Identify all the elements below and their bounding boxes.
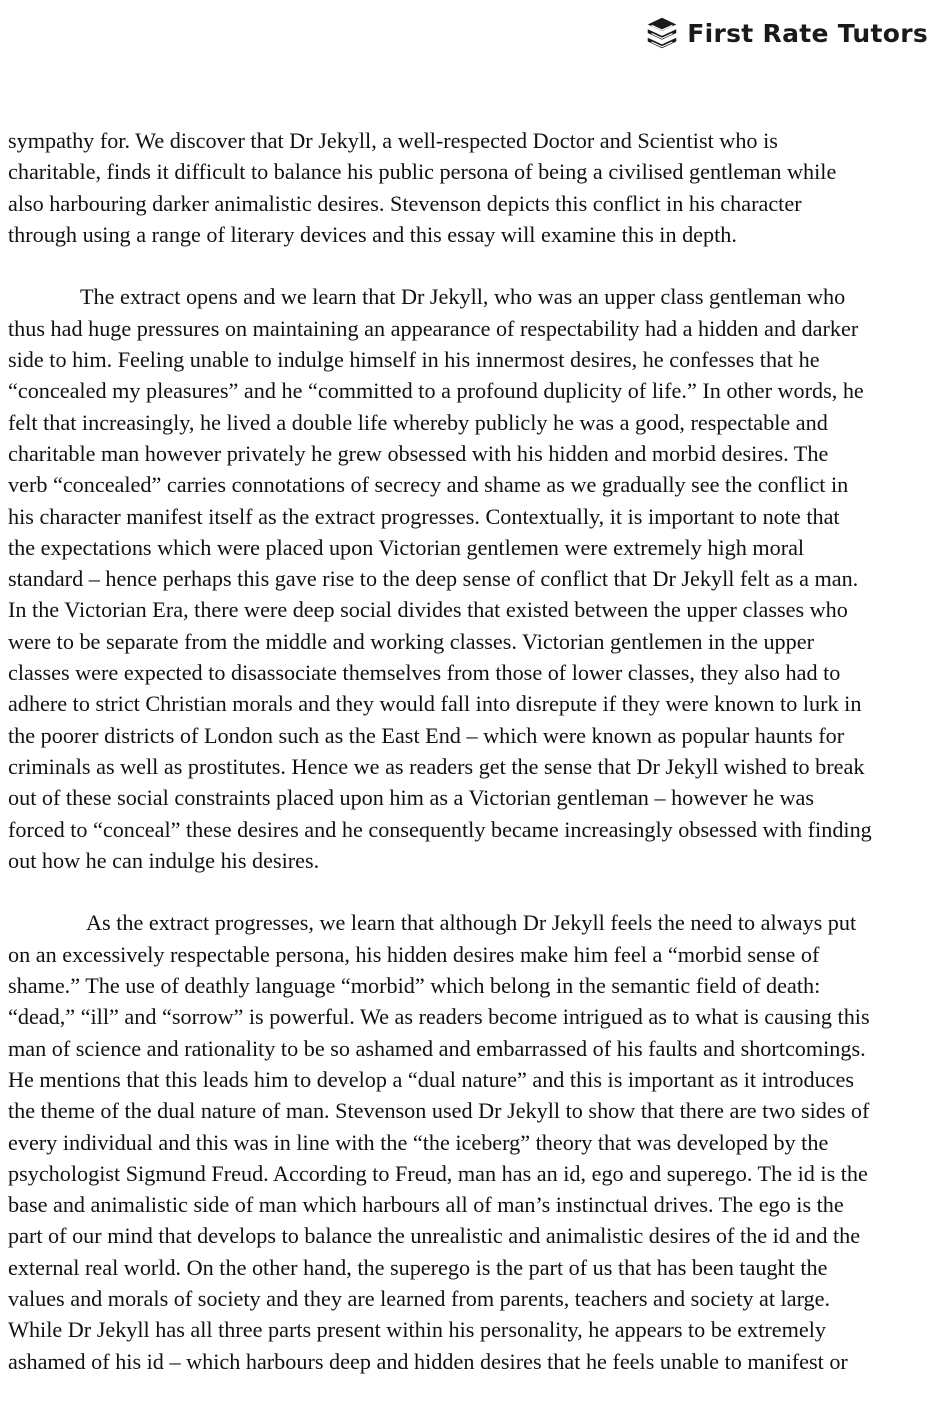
- text-line: the poorer districts of London such as the East End – which were known as popular haunts for: [8, 722, 845, 748]
- text-line: The extract opens and we learn that Dr Jekyll, who was an upper class gentleman who: [80, 284, 846, 310]
- text-line: While Dr Jekyll has all three parts present within his personality, he appears to be extremely: [8, 1317, 827, 1343]
- text-line: man of science and rationality to be so ashamed and embarrassed of his faults and shortcomings.: [8, 1035, 866, 1061]
- text-line: ashamed of his id – which harbours deep and hidden desires that he feels unable to manifest or: [8, 1348, 848, 1374]
- text-line: were to be separate from the middle and working classes. Victorian gentlemen in the upper: [8, 628, 814, 654]
- text-line: charitable, finds it difficult to balance his public persona of being a civilised gentleman while: [8, 159, 837, 185]
- text-line: “concealed my pleasures” and he “committed to a profound duplicity of life.” In other words, he: [8, 378, 864, 404]
- text-line: external real world. On the other hand, the superego is the part of us that has been taught the: [8, 1254, 828, 1280]
- text-line: his character manifest itself as the extract progresses. Contextually, it is important to note that: [8, 503, 840, 529]
- text-line: sympathy for. We discover that Dr Jekyll, a well-respected Doctor and Scientist who is: [8, 128, 778, 153]
- text-line: classes were expected to disassociate themselves from those of lower classes, they also had to: [8, 660, 841, 686]
- text-line: He mentions that this leads him to develop a “dual nature” and this is important as it introduces: [8, 1066, 855, 1092]
- text-line: also harbouring darker animalistic desires. Stevenson depicts this conflict in his character: [8, 190, 802, 216]
- books-stack-icon: [643, 14, 681, 52]
- text-line: criminals as well as prostitutes. Hence we as readers get the sense that Dr Jekyll wished to break: [8, 753, 865, 779]
- text-line: out of these social constraints placed upon him as a Victorian gentleman – however he was: [8, 785, 815, 811]
- paragraph-gap: [8, 250, 932, 281]
- brand-header: [643, 12, 928, 54]
- text-line: base and animalistic side of man which harbours all of man’s instinctual drives. The ego is the: [8, 1192, 844, 1218]
- text-line: charitable man however privately he grew obsessed with his hidden and morbid desires. The: [8, 440, 829, 466]
- text-line: forced to “conceal” these desires and he consequently became increasingly obsessed with finding: [8, 816, 872, 842]
- text-line: part of our mind that develops to balance the unrealistic and animalistic desires of the id and the: [8, 1223, 861, 1249]
- text-line: every individual and this was in line with the “the iceberg” theory that was developed by the: [8, 1129, 829, 1155]
- text-line: the theme of the dual nature of man. Stevenson used Dr Jekyll to show that there are two sides of: [8, 1098, 870, 1124]
- text-line: “dead,” “ill” and “sorrow” is powerful. We as readers become intrigued as to what is causing this: [8, 1004, 870, 1030]
- brand-name: First Rate Tutors: [687, 18, 928, 48]
- text-line: on an excessively respectable persona, his hidden desires make him feel a “morbid sense of: [8, 941, 820, 967]
- text-line: thus had huge pressures on maintaining an appearance of respectability had a hidden and darker: [8, 315, 859, 341]
- text-line: standard – hence perhaps this gave rise to the deep sense of conflict that Dr Jekyll felt as a man.: [8, 566, 859, 592]
- text-line: shame.” The use of deathly language “morbid” which belong in the semantic field of death:: [8, 973, 821, 999]
- text-line: verb “concealed” carries connotations of secrecy and shame as we gradually see the conflict in: [8, 472, 849, 498]
- paragraph-2: [8, 281, 932, 876]
- text-line: As the extract progresses, we learn that although Dr Jekyll feels the need to always put: [86, 910, 857, 936]
- paragraph-3: [8, 907, 932, 1376]
- text-line: felt that increasingly, he lived a double life whereby publicly he was a good, respectable and: [8, 409, 828, 435]
- paragraph-gap: [8, 876, 932, 907]
- text-line: psychologist Sigmund Freud. According to Freud, man has an id, ego and superego. The id is the: [8, 1160, 868, 1186]
- text-line: side to him. Feeling unable to indulge himself in his innermost desires, he confesses that he: [8, 347, 820, 373]
- text-line: values and morals of society and they are learned from parents, teachers and society at large.: [8, 1285, 831, 1311]
- paragraph-1: [8, 125, 932, 250]
- essay-body: [8, 125, 932, 1377]
- text-line: out how he can indulge his desires.: [8, 847, 320, 873]
- text-line: adhere to strict Christian morals and they would fall into disrepute if they were known to lurk in: [8, 691, 862, 717]
- text-line: through using a range of literary devices and this essay will examine this in depth.: [8, 221, 737, 247]
- text-line: the expectations which were placed upon Victorian gentlemen were extremely high moral: [8, 534, 805, 560]
- text-line: In the Victorian Era, there were deep social divides that existed between the upper classes who: [8, 597, 848, 623]
